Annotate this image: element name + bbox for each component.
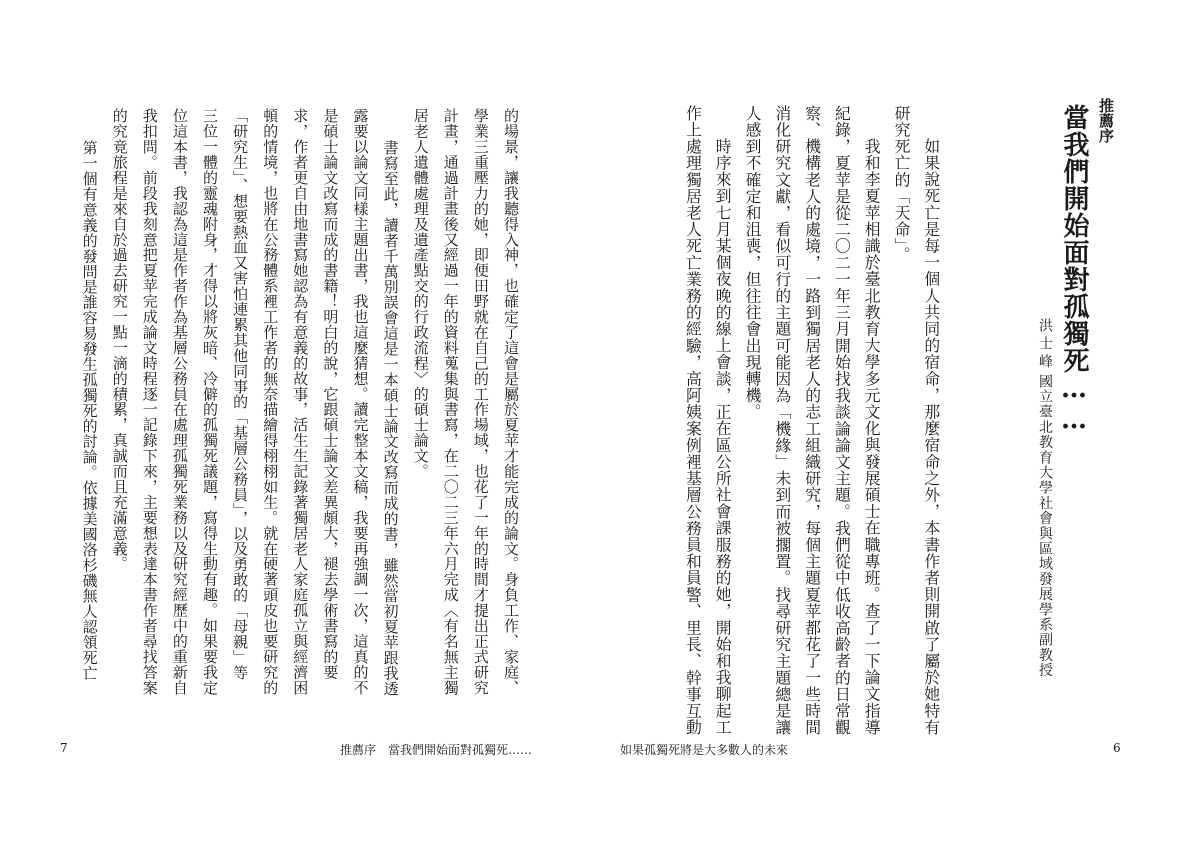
text-column: 書寫至此，讀者千萬別誤會這是一本碩士論文改寫而成的書，雖然當初夏苹跟我透 bbox=[381, 139, 400, 696]
author-name: 洪士峰 bbox=[1037, 318, 1053, 372]
text-column: 人感到不確定和沮喪，但往往會出現轉機。 bbox=[742, 105, 762, 421]
text-column: 作上處理獨居老人死亡業務的經驗，高阿姨案例裡基層公務員和員警、里長、幹事互動 bbox=[683, 105, 703, 736]
text-column: 紀錄，夏苹是從二〇二一年三月開始找我談論論文主題。我們從中低收高齡者的日常觀 bbox=[832, 105, 852, 736]
text-column: 位這本書，我認為這是作者作為基層公務員在處理孤獨死業務以及研究經歷中的重新自 bbox=[170, 108, 189, 696]
text-column: 露要以論文同樣主題出書，我也這麼猜想。讀完整本文稿，我要再強調一次，這真的不 bbox=[351, 108, 370, 696]
text-column: 我和李夏苹相識於臺北教育大學多元文化與發展碩士在職專班。查了一下論文指導 bbox=[862, 138, 882, 736]
text-column: 如果說死亡是每一個人共同的宿命，那麼宿命之外，本書作者則開啟了屬於她特有 bbox=[921, 138, 941, 736]
text-column: 是碩士論文改寫而成的書籍！明白的說，它跟碩士論文差異頗大，褪去學術書寫的要 bbox=[321, 108, 340, 680]
page-number-right: 6 bbox=[1113, 741, 1121, 755]
text-column: 學業三重壓力的她，即便田野就在自己的工作場域，也花了一年的時間才提出正式研究 bbox=[471, 108, 490, 696]
text-column: 的場景，讓我聽得入神，也確定了這會是屬於夏苹才能完成的論文。身負工作、家庭、 bbox=[502, 108, 520, 696]
text-column: 我扣問。前段我刻意把夏苹完成論文時程逐一記錄下來，主要想表達本書作者尋找答案 bbox=[140, 108, 159, 696]
text-column: 第一個有意義的發問是誰容易發生孤獨死的討論。依據美國洛杉磯無人認領死亡 bbox=[80, 139, 99, 681]
text-column: 三位一體的靈魂附身，才得以將灰暗、冷僻的孤獨死議題，寫得生動有趣。如果要我定 bbox=[201, 108, 219, 696]
running-header-right: 如果孤獨死將是大多數人的未來 bbox=[620, 743, 789, 757]
text-column: 計畫，通過計畫後又經過一年的資料蒐集與書寫，在二〇二三年六月完成〈有名無主獨 bbox=[441, 108, 460, 696]
text-column: 時序來到七月某個夜晚的線上會談，正在區公所社會課服務的她，開始和我聊起工 bbox=[713, 138, 733, 736]
running-header-left: 推薦序 當我們開始面對孤獨死…… bbox=[340, 743, 533, 757]
text-column: 消化研究文獻，看似可行的主題可能因為「機緣」未到而被擱置。找尋研究主題總是讓 bbox=[772, 105, 792, 736]
author-affiliation: 國立臺北教育大學社會與區域發展學系副教授 bbox=[1037, 374, 1053, 678]
text-column: 求，作者更自由地書寫她認為有意義的故事，活生生記錄著獨居老人家庭孤立與經濟困 bbox=[291, 108, 310, 696]
text-column: 居老人遺體處理及遺產點交的行政流程〉的碩士論文。 bbox=[411, 108, 430, 479]
text-column: 頓的情境，也將在公務體系裡工作者的無奈描繪得栩栩如生。就在硬著頭皮也要研究的 bbox=[261, 108, 280, 696]
text-column: 察、機構老人的處境，一路到獨居老人的志工組織研究，每個主題夏苹都花了一些時間 bbox=[802, 105, 822, 736]
page-number-left: 7 bbox=[60, 741, 68, 755]
text-column: 的究竟旅程是來自於過去研究一點一滴的積累，真誠而且充滿意義。 bbox=[110, 108, 129, 572]
right-page bbox=[600, 0, 1200, 850]
chapter-title: 當我們開始面對孤獨死…… bbox=[1059, 104, 1089, 436]
text-column: 研究死亡的「天命」。 bbox=[891, 105, 911, 264]
text-column: 「研究生」、想要熱血又害怕連累其他同事的「基層公務員」，以及勇敢的「母親」等 bbox=[231, 108, 250, 681]
section-kicker: 推薦序 bbox=[1097, 98, 1115, 143]
